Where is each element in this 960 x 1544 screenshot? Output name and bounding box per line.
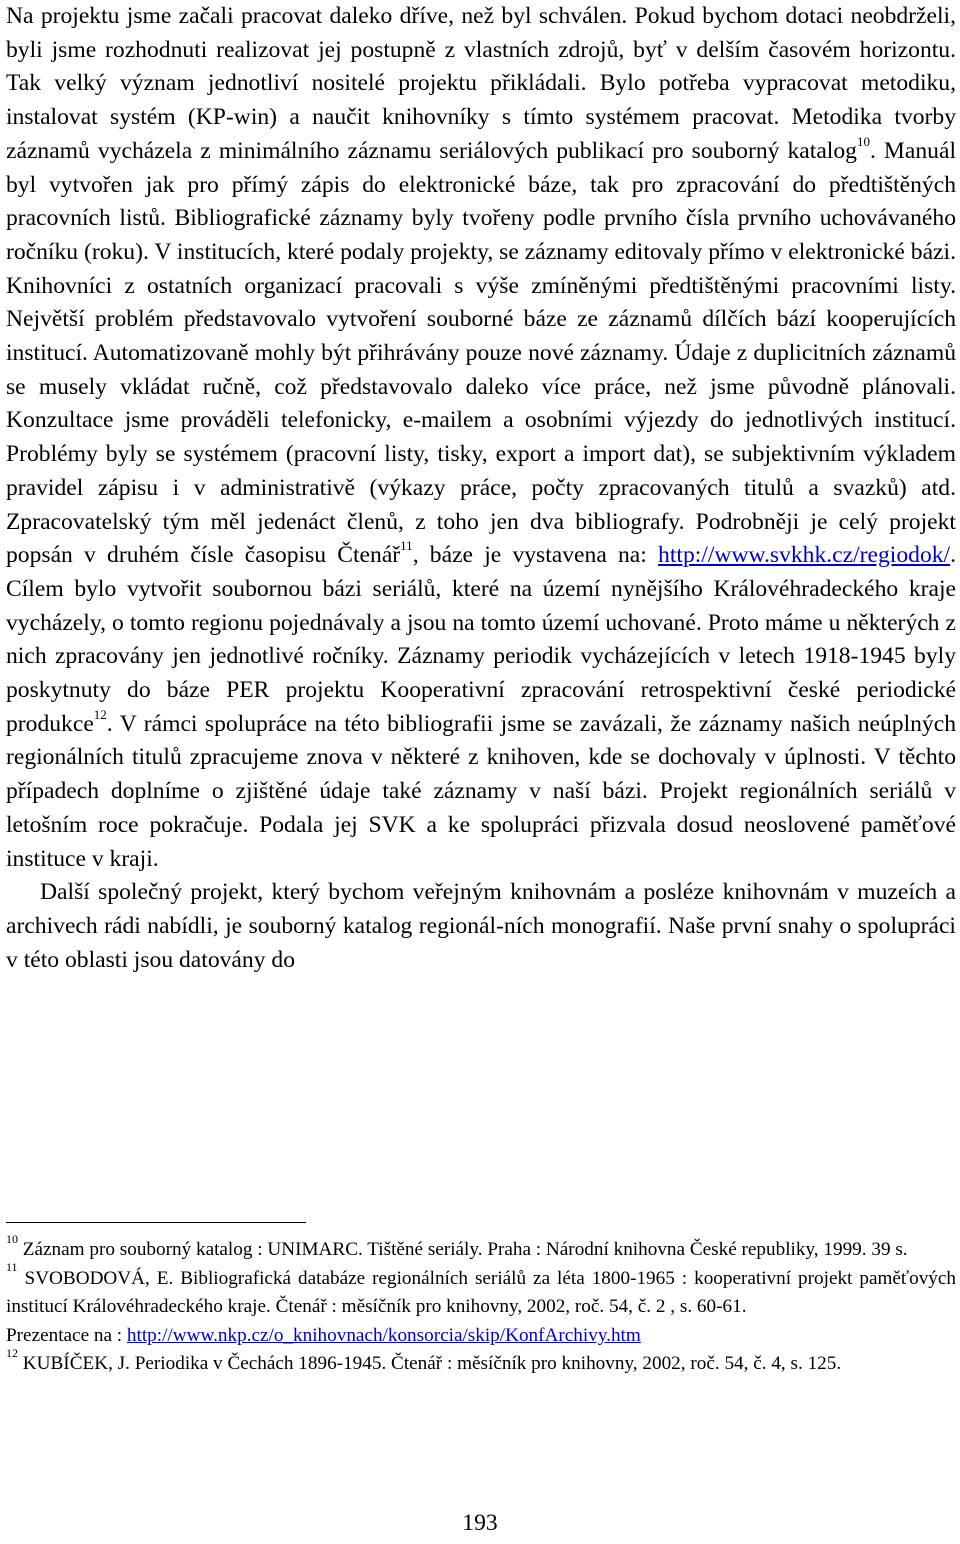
paragraph-1-part-d: . Cílem bylo vytvořit soubornou bázi seriálů, které na území nynějšího Královéhradeckého kraje vycházely, o tomto regionu pojednávaly a jsou na tomto území uchované. Proto máme u některých z nich zpracovány jen jednotlivé ročníky. Záznamy periodik vycházejících v letech 1918-1945 byly poskytnuty do báze PER projektu Kooperativní zpracování retrospektivní české periodické produkce	[6, 542, 956, 737]
konfarchivy-link[interactable]: http://www.nkp.cz/o_knihovnach/konsorcia/skip/KonfArchivy.htm	[126, 1324, 641, 1346]
footnote-10-number: 10	[6, 1231, 18, 1246]
footnote-11-number: 11	[6, 1260, 18, 1275]
paragraph-1-part-a: Na projektu jsme začali pracovat daleko dříve, než byl schválen. Pokud bychom dotaci neobdrželi, byli jsme rozhodnuti realizovat jej postupně z vlastních zdrojů, byť v delším časovém horizontu. Tak velký význam jednotliví nositelé projektu přikládali. Bylo potřeba vypracovat metodiku, instalovat systém (KP-win) a naučit knihovníky s tímto systémem pracovat. Metodika tvorby záznamů vycházela z minimálního záznamu seriálových publikací pro souborný katalog	[6, 3, 956, 164]
footnote-12-number: 12	[6, 1345, 18, 1360]
footnote-ref-12[interactable]: 12	[93, 706, 107, 722]
footnote-ref-11[interactable]: 11	[400, 538, 413, 554]
footnote-ref-10[interactable]: 10	[856, 133, 870, 149]
footnote-10	[6, 1231, 956, 1265]
footnote-11	[6, 1260, 956, 1322]
paragraph-1-part-c: , báze je vystavena na:	[412, 542, 659, 569]
presentation-label: Prezentace na :	[6, 1324, 127, 1346]
page-number: 193	[462, 1510, 498, 1536]
paragraph-1-part-b: . Manuál byl vytvořen jak pro přímý zápis do elektronické báze, tak pro zpracování do předtištěných pracovních listů. Bibliografické záznamy byly tvořeny podle prvního čísla prvního uchovávaného ročníku (roku). V institucích, které podaly projekty, se záznamy editovaly přímo v elektronické bázi. Knihovníci z ostatních organizací pracovali s výše zmíněnými předtištěnými pracovními listy. Největší problém představovalo vytvoření souborné báze ze záznamů dílčích bází kooperujících institucí. Automatizovaně mohly být přihrávány pouze nové záznamy. Údaje z duplicitních záznamů se musely vkládat ručně, což představovalo daleko více práce, než jsme původně plánovali. Konzultace jsme prováděli telefonicky, e-mailem a osobními výjezdy do jednotlivých institucí. Problémy byly se systémem (pracovní listy, tisky, export a import dat), se subjektivním výkladem pravidel zápisu i v administrativě (výkazy práce, počty zpracovaných titulů a svazků) atd. Zpracovatelský tým měl jedenáct členů, z toho jen dva bibliografy. Podrobněji je celý projekt popsán v druhém čísle časopisu Čtenář	[6, 137, 956, 569]
paragraph-2: Další společný projekt, který bychom veřejným knihovnám a posléze knihovnám v muzeích a archivech rádi nabídli, je souborný katalog regionál-ních monografií. Naše první snahy o spolupráci v této oblasti jsou datovány do	[6, 879, 956, 973]
footnotes	[6, 1231, 956, 1379]
footnote-12-text: KUBÍČEK, J. Periodika v Čechách 1896-1945. Čtenář : měsíčník pro knihovny, 2002, roč. 54, č. 4, s. 125.	[18, 1353, 842, 1375]
footnote-12	[6, 1345, 956, 1379]
footnote-11-presentation	[6, 1322, 956, 1351]
paragraph-1-part-e: . V rámci spolupráce na této bibliografii jsme se zavázali, že záznamy našich neúplných regionálních titulů zpracujeme znova v některé z knihoven, kde se dochovaly v úplnosti. V těchto případech doplníme o zjištěné údaje také záznamy v naší bázi. Projekt regionálních seriálů v letošním roce pokračuje. Podala jej SVK a ke spolupráci přizvala dosud neoslovené paměťové instituce v kraji.	[6, 710, 956, 872]
footnote-11-text: SVOBODOVÁ, E. Bibliografická databáze regionálních seriálů za léta 1800-1965 : kooperativní projekt paměťových institucí Královéhradeckého kraje. Čtenář : měsíčník pro knihovny, 2002, roč. 54, č. 2 , s. 60-61.	[6, 1267, 956, 1318]
regiodok-link[interactable]: http://www.svkhk.cz/regiodok/	[658, 542, 951, 569]
footnote-10-text: Záznam pro souborný katalog : UNIMARC. Tištěné seriály. Praha : Národní knihovna České republiky, 1999. 39 s.	[18, 1239, 908, 1260]
paragraph-1	[6, 0, 956, 876]
footnote-separator	[6, 1222, 306, 1223]
main-text	[6, 0, 956, 977]
